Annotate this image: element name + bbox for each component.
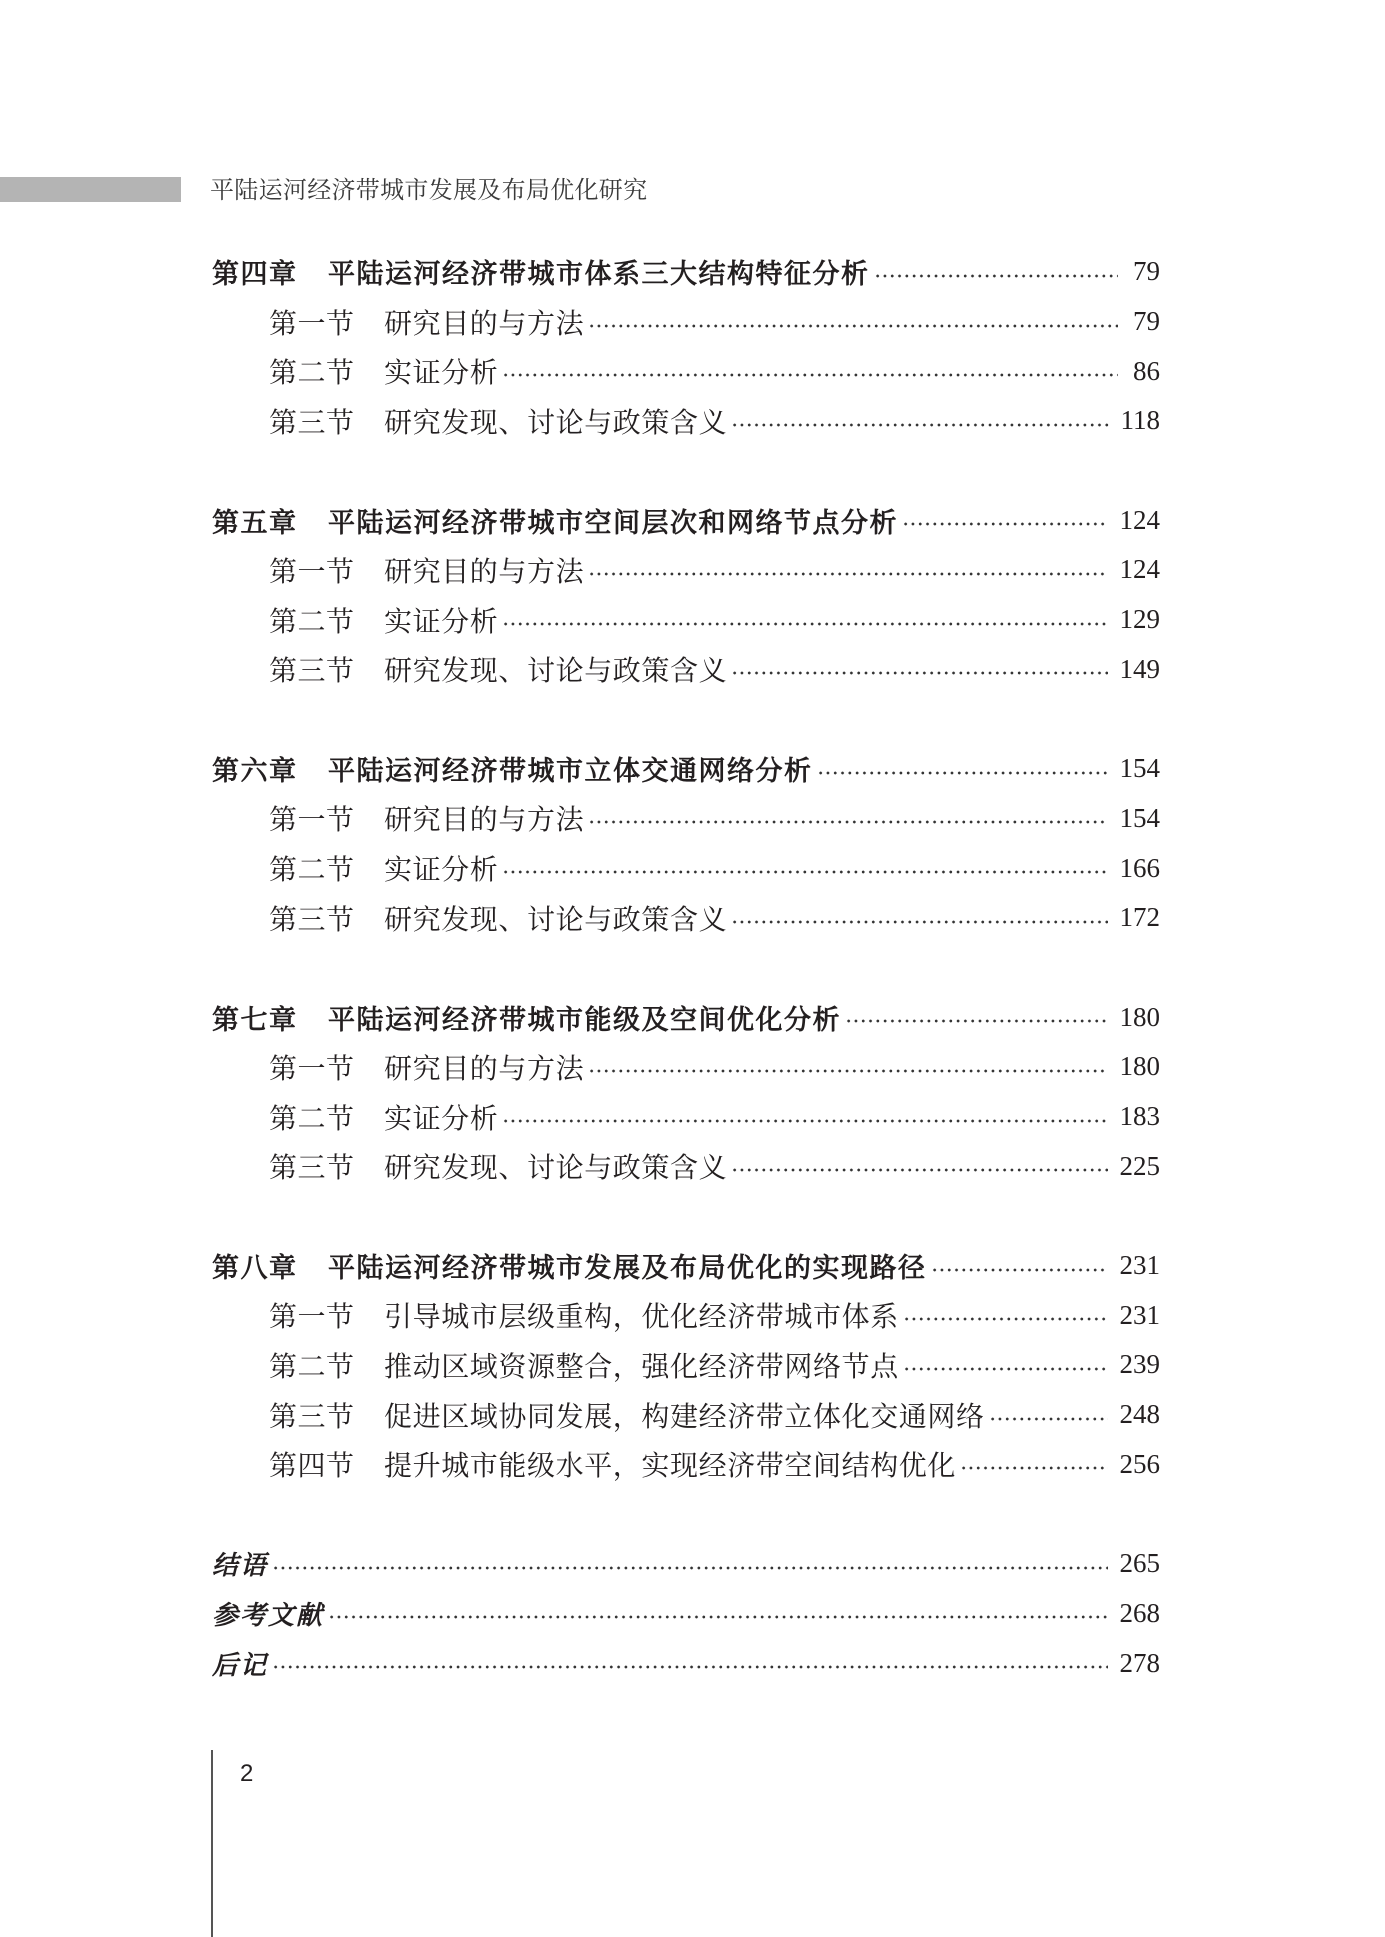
page-number: 239 (1119, 1349, 1160, 1380)
page-number: 86 (1133, 355, 1160, 386)
running-header-bar (0, 177, 181, 202)
table-of-contents (212, 247, 1160, 1688)
section-label: 第三节 (269, 1151, 355, 1185)
page-number: 124 (1119, 504, 1160, 535)
page-number: 124 (1119, 554, 1160, 585)
leader-dots (731, 670, 1107, 676)
page-number: 268 (1119, 1597, 1160, 1628)
leader-dots (960, 1465, 1107, 1471)
section-title: 引导城市层级重构，优化经济带城市体系 (384, 1300, 899, 1334)
leader-dots (588, 1068, 1107, 1074)
toc-section-row (212, 794, 1160, 844)
section-label: 第三节 (269, 654, 355, 688)
leader-dots (502, 372, 1118, 378)
toc-back-matter-row (212, 1589, 1160, 1639)
leader-dots (272, 1664, 1107, 1670)
toc-back-matter (212, 1539, 1160, 1688)
section-title: 研究目的与方法 (384, 554, 585, 588)
page-number: 278 (1119, 1647, 1160, 1678)
back-matter-title: 参考文献 (212, 1600, 325, 1631)
section-title: 推动区域资源整合，强化经济带网络节点 (384, 1349, 899, 1383)
page-number: 225 (1119, 1150, 1160, 1181)
leader-dots (588, 571, 1107, 577)
page-number: 149 (1119, 653, 1160, 684)
footer-rule (211, 1750, 213, 1937)
back-matter-title: 结语 (212, 1551, 269, 1582)
page-number: 231 (1119, 1250, 1160, 1281)
toc-section-row (212, 645, 1160, 695)
page-number: 180 (1119, 1051, 1160, 1082)
chapter-title: 平陆运河经济带城市空间层次和网络节点分析 (328, 507, 898, 539)
section-title: 实证分析 (384, 853, 499, 887)
leader-dots (502, 1118, 1107, 1124)
back-matter-title: 后记 (212, 1650, 269, 1681)
toc-chapter-row (212, 992, 1160, 1042)
toc-chapter-group (212, 495, 1160, 694)
chapter-label: 第六章 (212, 756, 298, 788)
toc-section-row (212, 1390, 1160, 1440)
page-number: 183 (1119, 1101, 1160, 1132)
leader-dots (588, 819, 1107, 825)
section-label: 第二节 (269, 1101, 355, 1135)
section-label: 第三节 (269, 902, 355, 936)
section-title: 提升城市能级水平，实现经济带空间结构优化 (384, 1449, 957, 1483)
toc-section-row (212, 297, 1160, 347)
toc-chapter-row (212, 1241, 1160, 1291)
leader-dots (731, 919, 1107, 925)
leader-dots (272, 1565, 1107, 1571)
folio-page-number: 2 (240, 1760, 254, 1787)
leader-dots (903, 1316, 1108, 1322)
section-title: 研究发现、讨论与政策含义 (384, 654, 728, 688)
toc-section-row (212, 595, 1160, 645)
section-label: 第一节 (269, 803, 355, 837)
toc-chapter-row (212, 495, 1160, 545)
toc-chapter-row (212, 744, 1160, 794)
page-number: 129 (1119, 604, 1160, 635)
toc-chapter-group (212, 744, 1160, 943)
leader-dots (502, 869, 1107, 875)
page-number: 154 (1119, 753, 1160, 784)
toc-chapter-group (212, 992, 1160, 1191)
section-title: 实证分析 (384, 356, 499, 390)
chapter-label: 第七章 (212, 1004, 298, 1036)
section-label: 第二节 (269, 1349, 355, 1383)
section-title: 研究发现、讨论与政策含义 (384, 902, 728, 936)
toc-back-matter-row (212, 1638, 1160, 1688)
section-title: 实证分析 (384, 1101, 499, 1135)
toc-section-row (212, 1440, 1160, 1490)
toc-section-row (212, 1290, 1160, 1340)
toc-section-row (212, 1340, 1160, 1390)
page-number: 118 (1120, 405, 1160, 436)
toc-section-row (212, 396, 1160, 446)
section-label: 第三节 (269, 1399, 355, 1433)
leader-dots (731, 1167, 1107, 1173)
toc-section-row (212, 1092, 1160, 1142)
page-number: 256 (1119, 1448, 1160, 1479)
leader-dots (731, 422, 1108, 428)
toc-section-row (212, 1042, 1160, 1092)
section-label: 第一节 (269, 554, 355, 588)
section-title: 研究目的与方法 (384, 803, 585, 837)
section-label: 第一节 (269, 306, 355, 340)
section-title: 研究目的与方法 (384, 306, 585, 340)
chapter-title: 平陆运河经济带城市发展及布局优化的实现路径 (328, 1253, 927, 1285)
toc-chapter-row (212, 247, 1160, 297)
section-label: 第三节 (269, 405, 355, 439)
chapter-label: 第五章 (212, 507, 298, 539)
toc-section-row (212, 346, 1160, 396)
leader-dots (328, 1614, 1107, 1620)
page-number: 172 (1119, 902, 1160, 933)
page-number: 166 (1119, 852, 1160, 883)
page-number: 79 (1133, 256, 1160, 287)
toc-chapter-group (212, 247, 1160, 446)
section-title: 研究发现、讨论与政策含义 (384, 405, 728, 439)
section-label: 第一节 (269, 1300, 355, 1334)
page-number: 154 (1119, 802, 1160, 833)
leader-dots (931, 1267, 1108, 1273)
page-number: 79 (1133, 306, 1160, 337)
page-number: 265 (1119, 1548, 1160, 1579)
section-label: 第四节 (269, 1449, 355, 1483)
toc-back-matter-row (212, 1539, 1160, 1589)
section-title: 研究发现、讨论与政策含义 (384, 1151, 728, 1185)
leader-dots (874, 273, 1119, 279)
leader-dots (989, 1416, 1108, 1422)
chapter-title: 平陆运河经济带城市体系三大结构特征分析 (328, 259, 870, 291)
page-number: 248 (1119, 1399, 1160, 1430)
section-label: 第二节 (269, 853, 355, 887)
toc-section-row (212, 1141, 1160, 1191)
section-title: 促进区域协同发展，构建经济带立体化交通网络 (384, 1399, 985, 1433)
section-label: 第二节 (269, 604, 355, 638)
section-title: 实证分析 (384, 604, 499, 638)
leader-dots (588, 323, 1118, 329)
section-label: 第一节 (269, 1051, 355, 1085)
section-title: 研究目的与方法 (384, 1051, 585, 1085)
leader-dots (502, 621, 1107, 627)
toc-section-row (212, 545, 1160, 595)
section-label: 第二节 (269, 356, 355, 390)
chapter-label: 第四章 (212, 259, 298, 291)
toc-chapter-group (212, 1241, 1160, 1489)
toc-section-row (212, 843, 1160, 893)
chapter-label: 第八章 (212, 1253, 298, 1285)
chapter-title: 平陆运河经济带城市能级及空间优化分析 (328, 1004, 841, 1036)
leader-dots (845, 1018, 1108, 1024)
leader-dots (817, 770, 1108, 776)
leader-dots (902, 521, 1108, 527)
leader-dots (903, 1366, 1108, 1372)
running-header-title: 平陆运河经济带城市发展及布局优化研究 (210, 176, 648, 204)
page-number: 231 (1119, 1299, 1160, 1330)
page-number: 180 (1119, 1001, 1160, 1032)
chapter-title: 平陆运河经济带城市立体交通网络分析 (328, 756, 813, 788)
toc-section-row (212, 893, 1160, 943)
